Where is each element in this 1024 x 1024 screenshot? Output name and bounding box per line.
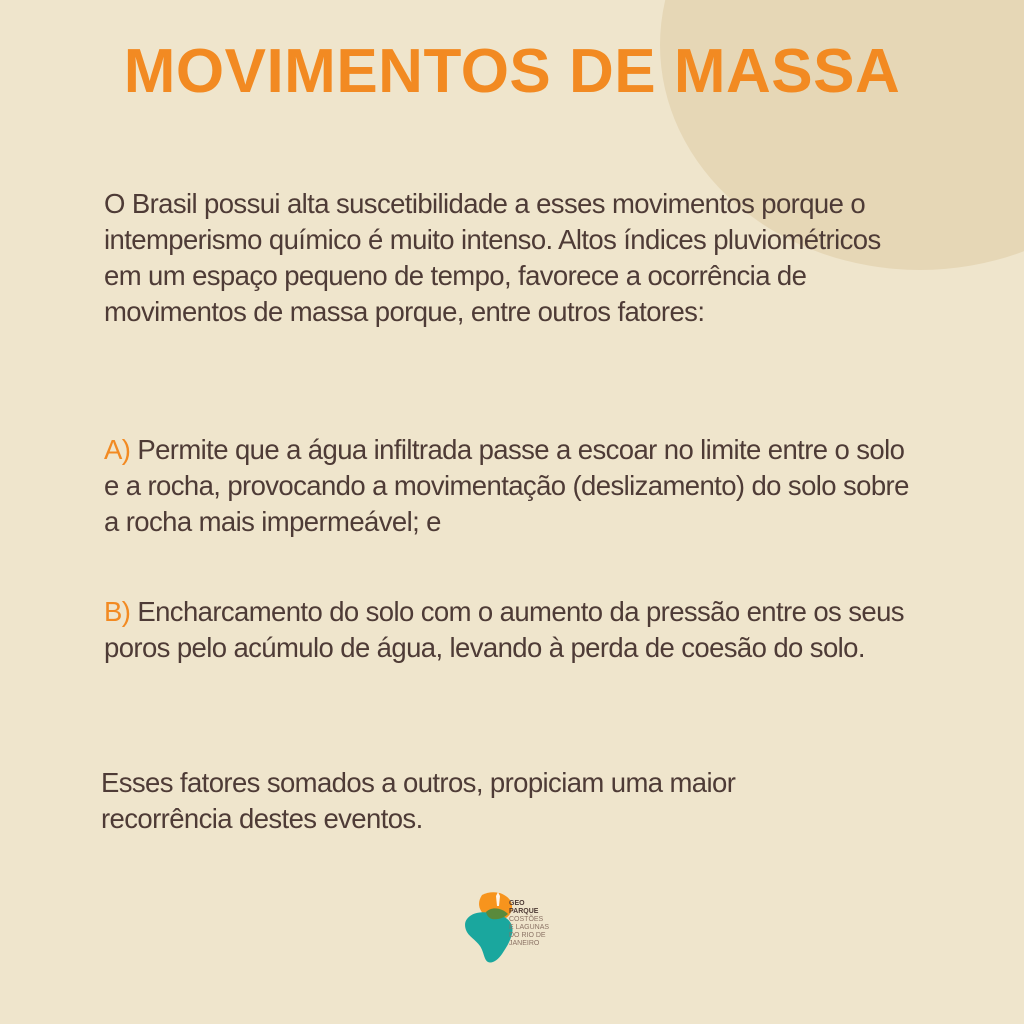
logo-line-lagunas: E LAGUNAS	[509, 924, 550, 931]
option-b	[104, 594, 944, 666]
option-a-letter: A)	[104, 434, 131, 465]
logo-line-janeiro: JANEIRO	[509, 940, 540, 947]
option-b-text: Encharcamento do solo com o aumento da pressão entre os seus poros pelo acúmulo de água, levando à perda de coesão do solo.	[104, 596, 904, 663]
intro-paragraph: O Brasil possui alta suscetibilidade a esses movimentos porque o intemperismo químico é muito intenso. Altos índices pluviométricos em um espaço pequeno de tempo, favorece a ocorrência de movimentos de massa porque, entre outros fatores:	[104, 188, 881, 327]
logo-line-parque: PARQUE	[509, 908, 539, 915]
logo-line-rio: DO RIO DE	[509, 932, 546, 939]
geoparque-logo	[462, 890, 562, 966]
option-a	[104, 432, 924, 540]
option-a-text: Permite que a água infiltrada passe a escoar no limite entre o solo e a rocha, provocando a movimentação (deslizamento) do solo sobre a rocha mais impermeável; e	[104, 434, 909, 537]
logo-title-text	[509, 900, 538, 916]
option-b-letter: B)	[104, 596, 131, 627]
page-title: MOVIMENTOS DE MASSA	[123, 37, 901, 106]
logo-subtitle-text	[509, 916, 549, 948]
logo-line-geo: GEO	[509, 900, 525, 907]
logo-line-costoes: COSTÕES	[509, 916, 544, 923]
closing-paragraph: Esses fatores somados a outros, propiciam uma maior recorrência destes eventos.	[101, 767, 736, 834]
